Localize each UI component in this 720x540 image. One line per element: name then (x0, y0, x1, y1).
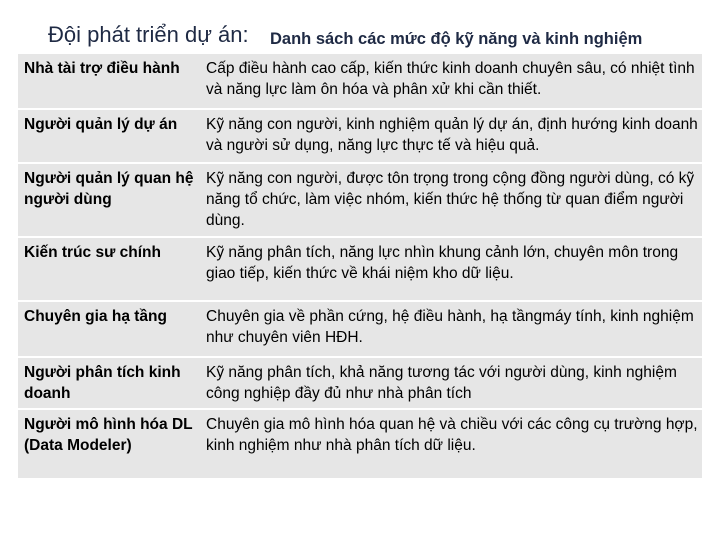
table-row (18, 110, 702, 164)
table-row (18, 164, 702, 238)
page-title (0, 0, 720, 56)
description-cell: Kỹ năng phân tích, năng lực nhìn khung cảnh lớn, chuyên môn trong giao tiếp, kiến thức về khái niệm kho dữ liệu. (206, 244, 679, 282)
description-cell: Kỹ năng phân tích, khả năng tương tác với người dùng, kinh nghiệm công nghiệp đầy đủ như nhà phân tích (206, 364, 677, 402)
title-subtitle: Danh sách các mức độ kỹ năng và kinh nghiệm (270, 30, 643, 48)
role-cell: Người phân tích kinh doanh (24, 364, 181, 402)
skills-table (18, 54, 702, 478)
table-row (18, 358, 702, 410)
table-row (18, 302, 702, 358)
role-cell: Chuyên gia hạ tầng (24, 308, 167, 325)
role-cell: Người quản lý quan hệ người dùng (24, 170, 194, 208)
title-main: Đội phát triển dự án: (48, 22, 249, 47)
table-row (18, 238, 702, 302)
description-cell: Kỹ năng con người, kinh nghiệm quản lý dự án, định hướng kinh doanh và người sử dụng, năng lực thực tế và hiệu quả. (206, 116, 698, 154)
role-cell: Người mô hình hóa DL (Data Modeler) (24, 416, 193, 454)
table-row (18, 54, 702, 110)
role-cell: Kiến trúc sư chính (24, 244, 161, 261)
description-cell: Chuyên gia về phần cứng, hệ điều hành, hạ tầngmáy tính, kinh nghiệm như chuyên viên HĐH. (206, 308, 694, 346)
table-row (18, 410, 702, 478)
description-cell: Chuyên gia mô hình hóa quan hệ và chiều với các công cụ trường hợp, kinh nghiệm như nhà phân tích dữ liệu. (206, 416, 698, 454)
role-cell: Người quản lý dự án (24, 116, 178, 133)
description-cell: Cấp điều hành cao cấp, kiến thức kinh doanh chuyên sâu, có nhiệt tình và năng lực làm ôn hóa và phân xử khi cần thiết. (206, 60, 695, 98)
role-cell: Nhà tài trợ điều hành (24, 60, 180, 77)
description-cell: Kỹ năng con người, được tôn trọng trong cộng đồng người dùng, có kỹ năng tổ chức, làm việc nhóm, kiến thức hệ thống từ quan điểm người dùng. (206, 170, 695, 229)
